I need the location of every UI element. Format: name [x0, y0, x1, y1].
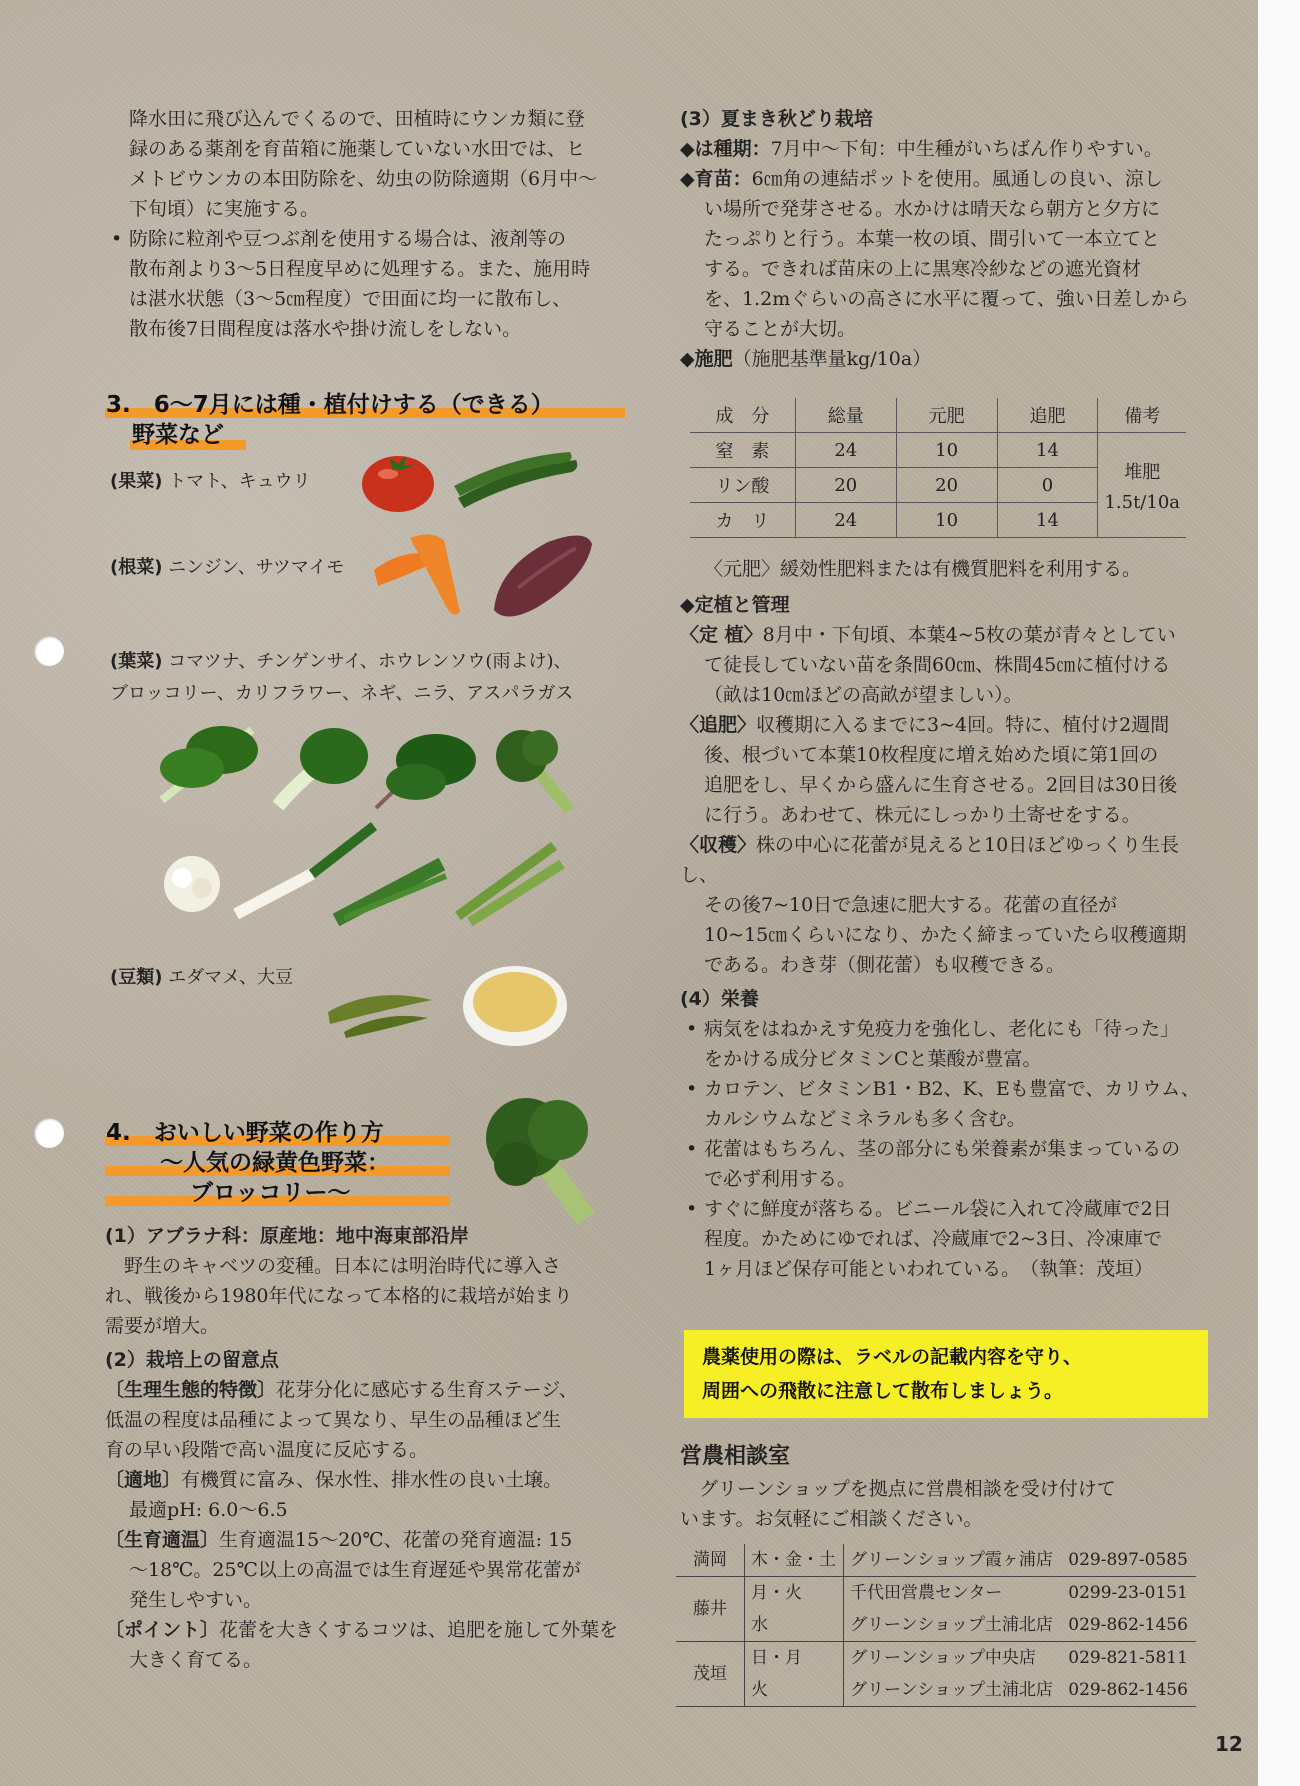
table-cell: 10	[896, 433, 997, 468]
section-4-title: 4. おいしい野菜の作り方	[106, 1120, 384, 1146]
table-cell-note: 堆肥 1.5t/10a	[1098, 433, 1186, 538]
text-line: ◆は種期：7月中～下旬：中生種がいちばん作りやすい。	[680, 138, 1163, 160]
text-line: メトビウンカの本田防除を、幼虫の防除適期（6月中～	[129, 168, 598, 190]
cauliflower-image	[152, 852, 232, 916]
phone-cell: 029-897-0585	[1062, 1544, 1196, 1577]
section-4-subtitle-cont: ブロッコリー～	[190, 1180, 351, 1206]
vegetable-category: (根菜) ニンジン、サツマイモ	[110, 557, 345, 578]
carrot-image	[370, 530, 470, 620]
text-line: 後、根づいて本葉10枚程度に増え始めた頃に第1回の	[704, 744, 1159, 766]
text-line: 野生のキャベツの変種。日本には明治時代に導入さ	[105, 1255, 562, 1277]
place-cell: 千代田営農センター	[850, 1583, 1003, 1603]
text-line: 散布剤より3～5日程度早めに処理する。また、施用時	[129, 258, 591, 280]
bullet-item: • 花蕾はもちろん、茎の部分にも栄養素が集まっているの	[680, 1134, 1200, 1164]
chinese-chive-image	[330, 848, 450, 928]
table-cell: 10	[896, 503, 997, 538]
notice-line: 農薬使用の際は、ラベルの記載内容を守り、	[702, 1346, 1083, 1368]
place-cell: グリーンショップ中央店	[850, 1648, 1036, 1668]
text-line: ◆施肥（施肥基準量kg/10a）	[680, 348, 932, 370]
tomato-image	[360, 448, 440, 514]
phone-cell: 029-821-5811	[1068, 1648, 1188, 1668]
text-line: 追肥をし、早くから盛んに生育させる。2回目は30日後	[704, 774, 1178, 796]
table-cell: 24	[795, 433, 896, 468]
day-cell: 木・金・土	[745, 1544, 844, 1577]
phone-cell: 029-862-1456	[1062, 1609, 1196, 1642]
text-line: に行う。あわせて、株元にしっかり土寄せをする。	[704, 804, 1141, 826]
text-line: 〈元肥〉緩効性肥料または有機質肥料を利用する。	[704, 558, 1142, 580]
text-line: 発生しやすい。	[129, 1589, 263, 1611]
table-header: 成 分	[690, 398, 795, 433]
table-cell: 窒 素	[690, 433, 795, 468]
text-line: 育の早い段階で高い温度に反応する。	[105, 1439, 429, 1461]
table-row	[676, 1544, 1196, 1577]
page-margin	[1258, 0, 1300, 1786]
vegetable-category: (果菜) トマト、キュウリ	[110, 471, 311, 492]
text-line: 録のある薬剤を育苗箱に施薬していない水田では、ヒ	[129, 138, 586, 160]
text-line: 〔生育適温〕生育適温15～20℃、花蕾の発育適温: 15	[105, 1529, 573, 1551]
komatsuna-image	[152, 720, 262, 812]
text-line: ◆育苗：6㎝角の連結ポットを使用。風通しの良い、涼し	[680, 168, 1163, 190]
subheading: (4）栄養	[680, 988, 759, 1010]
text-line: 〈追肥〉収穫期に入るまでに3~4回。特に、植付け2週間	[680, 714, 1170, 736]
fertilizer-table	[690, 398, 1186, 538]
text-line: 下旬頃）に実施する。	[129, 198, 320, 220]
section-4-subtitle: ～人気の緑黄色野菜：	[160, 1150, 390, 1176]
text-line: で必ず利用する。	[704, 1168, 857, 1190]
day-cell: 月・火	[745, 1577, 844, 1610]
day-cell: 水	[745, 1609, 844, 1642]
table-cell: 14	[997, 433, 1098, 468]
table-row	[676, 1642, 1196, 1675]
text-line: 1ヶ月ほど保存可能といわれている。 （執筆：茂垣）	[704, 1258, 1154, 1280]
table-row	[690, 433, 1186, 468]
text-line: は湛水状態（3～5㎝程度）で田面に均一に散布し、	[129, 288, 572, 310]
cucumber-image	[452, 450, 582, 512]
phone-cell: 0299-23-0151	[1068, 1583, 1188, 1603]
edamame-image	[324, 982, 436, 1040]
table-row	[676, 1577, 1196, 1610]
asparagus-image	[450, 836, 566, 926]
soybean-image	[460, 962, 570, 1048]
text-line: 散布後7日間程度は落水や掛け流しをしない。	[129, 318, 522, 340]
table-header: 備考	[1098, 398, 1186, 433]
table-cell: カ リ	[690, 503, 795, 538]
text-line: 10~15㎝くらいになり、かたく締まっていたら収穫適期	[704, 924, 1187, 946]
bullet-item: • すぐに鮮度が落ちる。ビニール袋に入れて冷蔵庫で2日	[680, 1194, 1200, 1224]
text-line: 〔ポイント〕花蕾を大きくするコツは、追肥を施して外葉を	[105, 1619, 619, 1641]
staff-name: 茂垣	[676, 1642, 745, 1707]
intro-text	[105, 104, 625, 344]
vegetable-category: (葉菜) コマツナ、チンゲンサイ、ホウレンソウ(雨よけ)、	[110, 651, 572, 672]
bullet-item: • カロテン、ビタミンB1・B2、K、Eも豊富で、カリウム、	[680, 1074, 1200, 1104]
page-number: 12	[1215, 1732, 1243, 1756]
place-cell: グリーンショップ土浦北店	[844, 1674, 1063, 1707]
text-line: 〈収穫〉株の中心に花蕾が見えると10日ほどゆっくり生長し、	[680, 834, 1180, 886]
table-cell: 14	[997, 503, 1098, 538]
pesticide-notice	[684, 1330, 1208, 1418]
text-line: 降水田に飛び込んでくるので、田植時にウンカ類に登	[129, 108, 585, 130]
table-cell: リン酸	[690, 468, 795, 503]
text-line: 需要が増大。	[105, 1315, 220, 1337]
text-line: ～18℃。25℃以上の高温では生育遅延や異常花蕾が	[129, 1559, 581, 1581]
text-line: 〔生理生態的特徴〕花芽分化に感応する生育ステージ、	[105, 1379, 578, 1401]
text-line: 低温の程度は品種によって異なり、早生の品種ほど生	[105, 1409, 562, 1431]
section-3-title: 3. 6～7月には種・植付けする（できる）	[106, 392, 554, 418]
text-line: をかける成分ビタミンCと葉酸が豊富。	[704, 1048, 1042, 1070]
text-line: います。お気軽にご相談ください。	[680, 1508, 983, 1530]
staff-name: 藤井	[676, 1577, 745, 1642]
subheading: (2）栽培上の留意点	[105, 1349, 279, 1371]
table-cell: 20	[896, 468, 997, 503]
text-line: たっぷりと行う。本葉一枚の頃、間引いて一本立てと	[704, 228, 1161, 250]
broccoli-image	[490, 726, 584, 814]
text-line: その後7~10日で急速に肥大する。花蕾の直径が	[704, 894, 1118, 916]
text-line: 〈定 植〉8月中・下旬頃、本葉4~5枚の葉が青々としてい	[680, 624, 1176, 646]
place-cell: グリーンショップ霞ヶ浦店	[844, 1544, 1063, 1577]
day-cell: 火	[745, 1674, 844, 1707]
consult-section	[680, 1440, 1200, 1534]
place-cell: グリーンショップ土浦北店	[844, 1609, 1063, 1642]
cultivation-section	[680, 104, 1200, 374]
vegetable-category: (豆類) エダマメ、大豆	[110, 967, 294, 988]
consult-title: 営農相談室	[680, 1444, 791, 1469]
vegetable-category-cont: ブロッコリー、カリフラワー、ネギ、ニラ、アスパラガス	[110, 683, 574, 704]
management-section	[680, 554, 1200, 1284]
binding-hole	[34, 1118, 64, 1148]
bok-choy-image	[268, 722, 372, 814]
contact-table	[676, 1544, 1196, 1707]
text-line: 程度。かためにゆでれば、冷蔵庫で2~3日、冷凍庫で	[704, 1228, 1163, 1250]
notice-line: 周囲への飛散に注意して散布しましょう。	[702, 1380, 1064, 1402]
bullet-item: • 病気をはねかえす免疫力を強化し、老化にも「待った」	[680, 1014, 1200, 1044]
text-line: （畝は10㎝ほどの高畝が望ましい）。	[704, 684, 1023, 706]
broccoli-feature-image	[476, 1094, 606, 1226]
staff-name: 満岡	[676, 1544, 745, 1577]
text-line: を、1.2mぐらいの高さに水平に覆って、強い日差しから	[704, 288, 1189, 310]
table-row	[676, 1674, 1196, 1707]
text-line: い場所で発芽させる。水かけは晴天なら朝方と夕方に	[704, 198, 1161, 220]
section-3-title-cont: 野菜など	[132, 422, 224, 448]
text-line: する。できれば苗床の上に黒寒冷紗などの遮光資材	[704, 258, 1142, 280]
subheading: (3）夏まき秋どり栽培	[680, 108, 873, 130]
text-line: である。わき芽（側花蕾）も収穫できる。	[704, 954, 1066, 976]
section-4-body	[105, 1221, 630, 1675]
day-cell: 日・月	[745, 1642, 844, 1675]
text-line: れ、戦後から1980年代になって本格的に栽培が始まり	[105, 1285, 573, 1307]
subheading: (1）アブラナ科：原産地：地中海東部沿岸	[105, 1225, 469, 1247]
spinach-image	[372, 724, 482, 816]
sweet-potato-image	[488, 528, 598, 622]
table-header: 追肥	[997, 398, 1098, 433]
binding-hole	[34, 636, 64, 666]
subheading: ◆定植と管理	[680, 594, 790, 616]
table-cell: 0	[997, 468, 1098, 503]
text-line: 大きく育てる。	[129, 1649, 263, 1671]
text-line: グリーンショップを拠点に営農相談を受け付けて	[680, 1478, 1116, 1500]
table-cell: 20	[795, 468, 896, 503]
table-row	[676, 1609, 1196, 1642]
text-line: 守ることが大切。	[704, 318, 857, 340]
table-cell: 24	[795, 503, 896, 538]
phone-cell: 029-862-1456	[1062, 1674, 1196, 1707]
table-header: 総量	[795, 398, 896, 433]
bullet-item: • 防除に粒剤や豆つぶ剤を使用する場合は、液剤等の	[105, 224, 625, 254]
table-header: 元肥	[896, 398, 997, 433]
text-line: カルシウムなどミネラルも多く含む。	[704, 1108, 1026, 1130]
text-line: て徒長していない苗を条間60㎝、株間45㎝に植付ける	[704, 654, 1171, 676]
text-line: 最適pH: 6.0～6.5	[129, 1499, 288, 1521]
text-line: 〔適地〕有機質に富み、保水性、排水性の良い土壌。	[105, 1469, 563, 1491]
